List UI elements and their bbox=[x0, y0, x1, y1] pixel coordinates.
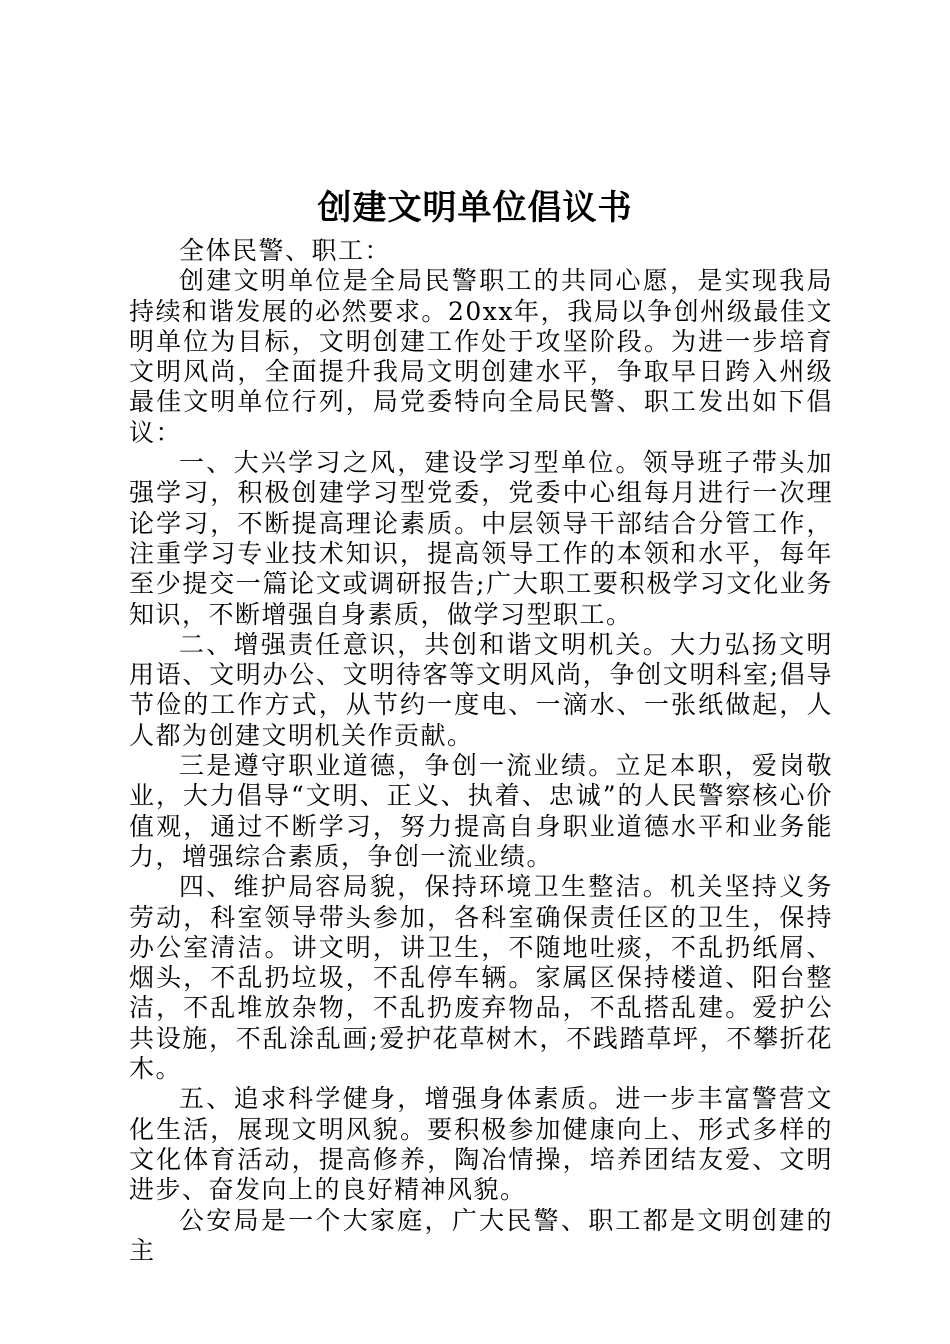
paragraph-5: 五、追求科学健身，增强身体素质。进一步丰富警营文化生活，展现文明风貌。要积极参加健康向上、形式多样的文化体育活动，提高修养，陶冶情操，培养团结友爱、文明进步、奋发向上的良好精神风貌。 bbox=[129, 1084, 833, 1205]
paragraph-1: 一、大兴学习之风，建设学习型单位。领导班子带头加强学习，积极创建学习型党委，党委中心组每月进行一次理论学习，不断提高理论素质。中层领导干部结合分管工作，注重学习专业技术知识，提高领导工作的本领和水平，每年至少提交一篇论文或调研报告;广大职工要积极学习文化业务知识，不断增强自身素质，做学习型职工。 bbox=[129, 448, 833, 629]
paragraph-intro: 创建文明单位是全局民警职工的共同心愿，是实现我局持续和谐发展的必然要求。20xx年，我局以争创州级最佳文明单位为目标，文明创建工作处于攻坚阶段。为进一步培育文明风尚，全面提升我局文明创建水平，争取早日跨入州级最佳文明单位行列，局党委特向全局民警、职工发出如下倡议： bbox=[129, 266, 833, 447]
paragraph-closing: 公安局是一个大家庭，广大民警、职工都是文明创建的主 bbox=[129, 1205, 833, 1265]
document-title: 创建文明单位倡议书 bbox=[317, 188, 633, 228]
paragraph-3: 三是遵守职业道德，争创一流业绩。立足本职，爱岗敬业，大力倡导“文明、正义、执着、忠诚”的人民警察核心价值观，通过不断学习，努力提高自身职业道德水平和业务能力，增强综合素质，争创一流业绩。 bbox=[129, 751, 833, 871]
paragraph-2: 二、增强责任意识，共创和谐文明机关。大力弘扬文明用语、文明办公、文明待客等文明风尚，争创文明科室;倡导节俭的工作方式，从节约一度电、一滴水、一张纸做起，人人都为创建文明机关作贡献。 bbox=[129, 629, 833, 750]
document-body bbox=[129, 236, 833, 1266]
paragraph-4: 四、维护局容局貌，保持环境卫生整洁。机关坚持义务劳动，科室领导带头参加，各科室确保责任区的卫生，保持办公室清洁。讲文明，讲卫生，不随地吐痰，不乱扔纸屑、烟头，不乱扔垃圾，不乱停车辆。家属区保持楼道、阳台整洁，不乱堆放杂物，不乱扔废弃物品，不乱搭乱建。爱护公共设施，不乱涂乱画;爱护花草树木，不践踏草坪，不攀折花木。 bbox=[129, 872, 833, 1084]
salutation: 全体民警、职工： bbox=[179, 236, 392, 265]
